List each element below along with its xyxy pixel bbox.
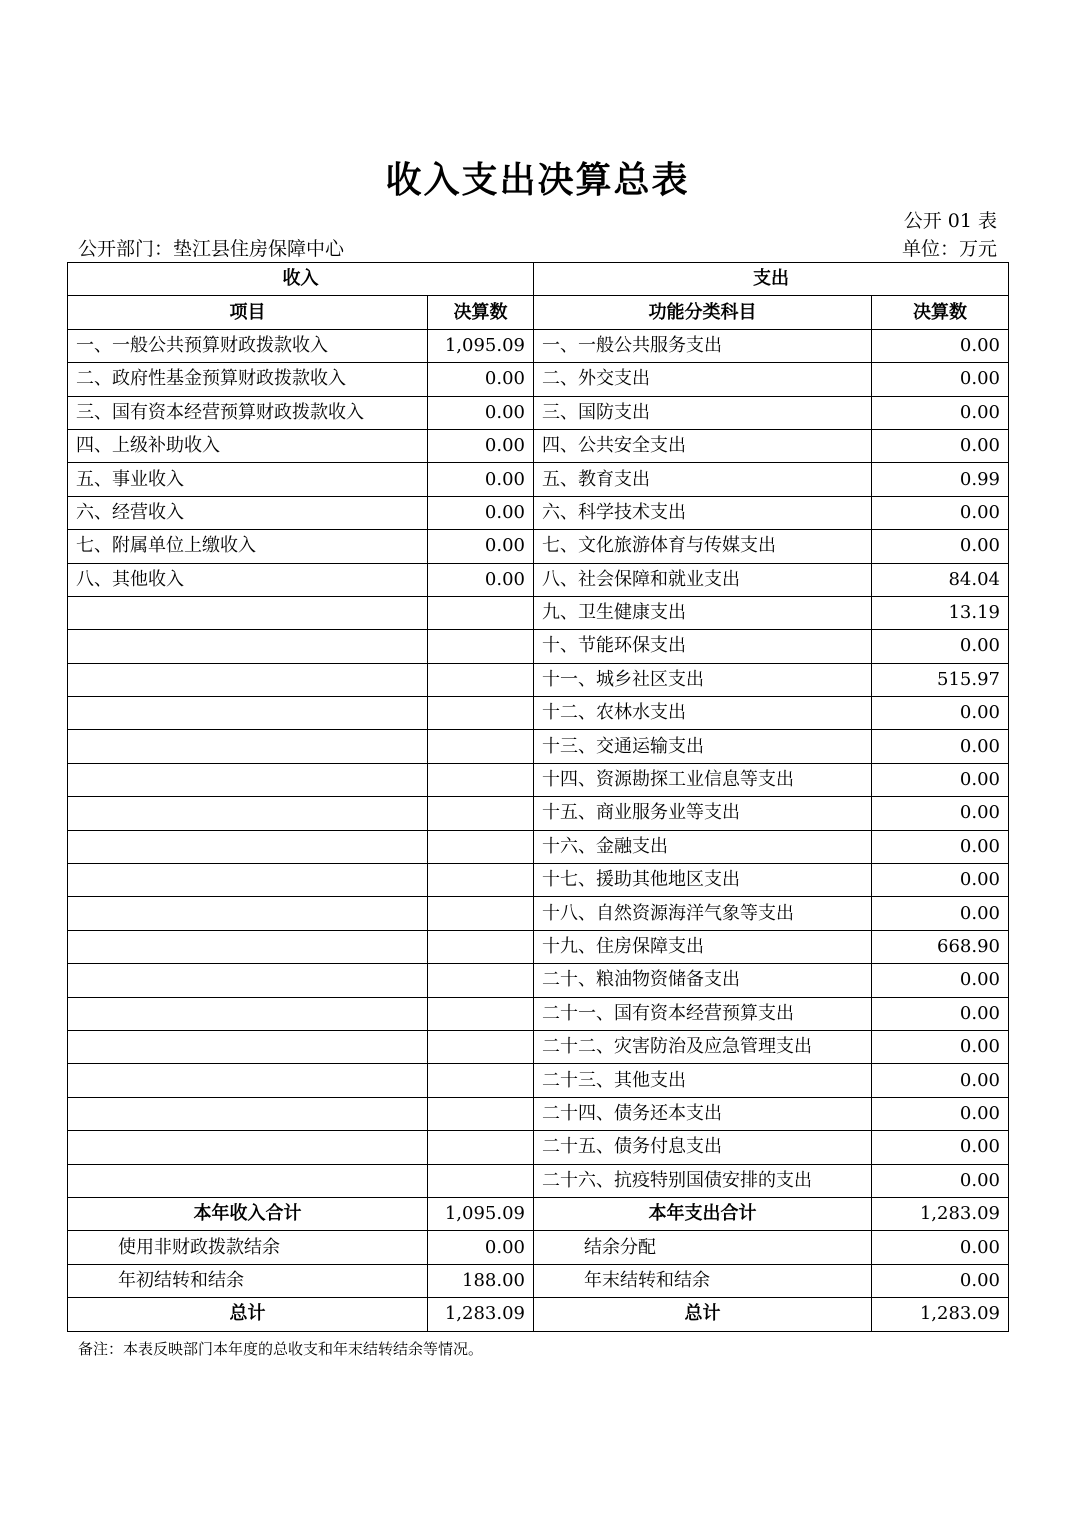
expense-value-cell: 668.90: [872, 930, 1009, 963]
table-row: [68, 930, 1009, 963]
table-row: [68, 563, 1009, 596]
expense-value-cell: 0.00: [872, 530, 1009, 563]
expense-item-cell: 二、外交支出: [534, 363, 872, 396]
form-number: 公开 01 表: [903, 210, 997, 232]
nonfiscal-value: 0.00: [428, 1231, 534, 1264]
table-row: [68, 730, 1009, 763]
expense-value-cell: 0.00: [872, 429, 1009, 462]
income-item-cell: [68, 697, 428, 730]
expense-item-cell: 十、节能环保支出: [534, 630, 872, 663]
begin-balance-value: 188.00: [428, 1264, 534, 1297]
income-value-cell: [428, 1030, 534, 1063]
expense-item-cell: 二十二、灾害防治及应急管理支出: [534, 1030, 872, 1063]
table-row: [68, 964, 1009, 997]
expense-value-cell: 0.00: [872, 1030, 1009, 1063]
expense-value-cell: 0.00: [872, 730, 1009, 763]
income-value-cell: 0.00: [428, 463, 534, 496]
income-item-cell: 六、经营收入: [68, 496, 428, 529]
table-row: [68, 396, 1009, 429]
table-row: [68, 463, 1009, 496]
expense-total-label: 本年支出合计: [534, 1197, 872, 1230]
income-item-cell: [68, 964, 428, 997]
table-row: [68, 864, 1009, 897]
income-item-cell: [68, 1164, 428, 1197]
header-row-2: [68, 296, 1009, 329]
unit-label: 单位：万元: [901, 238, 997, 260]
income-item-cell: 四、上级补助收入: [68, 429, 428, 462]
income-item-cell: 五、事业收入: [68, 463, 428, 496]
nonfiscal-label: 使用非财政拨款结余: [68, 1231, 428, 1264]
table-row: [68, 1064, 1009, 1097]
expense-item-cell: 二十一、国有资本经营预算支出: [534, 997, 872, 1030]
table-row: [68, 830, 1009, 863]
income-item-cell: 三、国有资本经营预算财政拨款收入: [68, 396, 428, 429]
income-value-cell: 1,095.09: [428, 329, 534, 362]
table-body: [68, 263, 1009, 1198]
expense-value-cell: 0.00: [872, 329, 1009, 362]
income-item-cell: 八、其他收入: [68, 563, 428, 596]
carryover-row: [68, 1264, 1009, 1297]
income-value-cell: 0.00: [428, 563, 534, 596]
expense-item-cell: 二十六、抗疫特别国债安排的支出: [534, 1164, 872, 1197]
expense-value-cell: 0.00: [872, 1131, 1009, 1164]
table-row: [68, 763, 1009, 796]
expense-value-cell: 0.99: [872, 463, 1009, 496]
amount-header-2: 决算数: [872, 296, 1009, 329]
end-balance-label: 年末结转和结余: [534, 1264, 872, 1297]
expense-item-cell: 十三、交通运输支出: [534, 730, 872, 763]
expense-item-cell: 六、科学技术支出: [534, 496, 872, 529]
income-value-cell: 0.00: [428, 496, 534, 529]
income-item-cell: [68, 730, 428, 763]
income-value-cell: [428, 1064, 534, 1097]
expense-value-cell: 0.00: [872, 964, 1009, 997]
income-value-cell: [428, 730, 534, 763]
income-item-cell: [68, 997, 428, 1030]
income-item-cell: [68, 1097, 428, 1130]
table-row: [68, 1131, 1009, 1164]
table-row: [68, 897, 1009, 930]
income-total-label: 本年收入合计: [68, 1197, 428, 1230]
expense-header: 支出: [534, 263, 1009, 296]
income-value-cell: [428, 1097, 534, 1130]
income-value-cell: [428, 864, 534, 897]
income-total-value: 1,095.09: [428, 1197, 534, 1230]
distribution-label: 结余分配: [534, 1231, 872, 1264]
income-item-cell: [68, 763, 428, 796]
year-total-row: [68, 1197, 1009, 1230]
table-row: [68, 530, 1009, 563]
nonfiscal-row: [68, 1231, 1009, 1264]
expense-item-cell: 二十四、债务还本支出: [534, 1097, 872, 1130]
page-title: 收入支出决算总表: [385, 160, 690, 201]
table-row: [68, 496, 1009, 529]
grand-expense-value: 1,283.09: [872, 1298, 1009, 1331]
expense-value-cell: 515.97: [872, 663, 1009, 696]
income-value-cell: [428, 930, 534, 963]
expense-value-cell: 0.00: [872, 763, 1009, 796]
summary-body: [68, 1197, 1009, 1331]
income-value-cell: [428, 763, 534, 796]
income-item-cell: [68, 897, 428, 930]
expense-item-cell: 十七、援助其他地区支出: [534, 864, 872, 897]
expense-item-cell: 十一、城乡社区支出: [534, 663, 872, 696]
income-value-cell: [428, 830, 534, 863]
budget-summary-table: [67, 262, 1009, 1332]
expense-value-cell: 0.00: [872, 997, 1009, 1030]
expense-item-cell: 五、教育支出: [534, 463, 872, 496]
expense-item-cell: 二十、粮油物资储备支出: [534, 964, 872, 997]
table-row: [68, 630, 1009, 663]
income-item-cell: [68, 797, 428, 830]
expense-value-cell: 0.00: [872, 396, 1009, 429]
expense-item-cell: 二十五、债务付息支出: [534, 1131, 872, 1164]
amount-header: 决算数: [428, 296, 534, 329]
income-item-cell: 七、附属单位上缴收入: [68, 530, 428, 563]
function-item-header: 功能分类科目: [534, 296, 872, 329]
income-item-cell: 二、政府性基金预算财政拨款收入: [68, 363, 428, 396]
expense-value-cell: 0.00: [872, 630, 1009, 663]
expense-value-cell: 0.00: [872, 797, 1009, 830]
expense-value-cell: 0.00: [872, 1164, 1009, 1197]
expense-value-cell: 0.00: [872, 363, 1009, 396]
income-value-cell: [428, 1164, 534, 1197]
income-item-cell: [68, 930, 428, 963]
expense-value-cell: 0.00: [872, 1097, 1009, 1130]
income-value-cell: [428, 897, 534, 930]
grand-expense-label: 总计: [534, 1298, 872, 1331]
expense-item-cell: 十八、自然资源海洋气象等支出: [534, 897, 872, 930]
expense-value-cell: 0.00: [872, 1064, 1009, 1097]
grand-income-value: 1,283.09: [428, 1298, 534, 1331]
income-value-cell: [428, 596, 534, 629]
table-row: [68, 596, 1009, 629]
income-value-cell: 0.00: [428, 396, 534, 429]
expense-item-cell: 九、卫生健康支出: [534, 596, 872, 629]
table-row: [68, 1164, 1009, 1197]
income-value-cell: [428, 630, 534, 663]
expense-value-cell: 0.00: [872, 496, 1009, 529]
income-item-cell: [68, 1064, 428, 1097]
expense-item-cell: 十五、商业服务业等支出: [534, 797, 872, 830]
table-row: [68, 797, 1009, 830]
income-value-cell: [428, 1131, 534, 1164]
income-item-cell: [68, 830, 428, 863]
header-row-1: [68, 263, 1009, 296]
income-value-cell: [428, 964, 534, 997]
income-value-cell: 0.00: [428, 530, 534, 563]
income-item-cell: 一、一般公共预算财政拨款收入: [68, 329, 428, 362]
footnote: 备注：本表反映部门本年度的总收支和年末结转结余等情况。: [78, 1340, 484, 1358]
expense-item-cell: 七、文化旅游体育与传媒支出: [534, 530, 872, 563]
income-item-cell: [68, 1030, 428, 1063]
begin-balance-label: 年初结转和结余: [68, 1264, 428, 1297]
expense-value-cell: 13.19: [872, 596, 1009, 629]
expense-value-cell: 0.00: [872, 697, 1009, 730]
distribution-value: 0.00: [872, 1231, 1009, 1264]
expense-total-value: 1,283.09: [872, 1197, 1009, 1230]
table-row: [68, 1030, 1009, 1063]
expense-value-cell: 0.00: [872, 830, 1009, 863]
expense-value-cell: 84.04: [872, 563, 1009, 596]
grand-income-label: 总计: [68, 1298, 428, 1331]
grand-total-row: [68, 1298, 1009, 1331]
table-row: [68, 429, 1009, 462]
table-row: [68, 663, 1009, 696]
end-balance-value: 0.00: [872, 1264, 1009, 1297]
table-row: [68, 329, 1009, 362]
expense-item-cell: 二十三、其他支出: [534, 1064, 872, 1097]
table-row: [68, 1097, 1009, 1130]
income-item-cell: [68, 630, 428, 663]
expense-value-cell: 0.00: [872, 897, 1009, 930]
income-item-cell: [68, 864, 428, 897]
income-value-cell: 0.00: [428, 429, 534, 462]
table-row: [68, 997, 1009, 1030]
expense-item-cell: 一、一般公共服务支出: [534, 329, 872, 362]
expense-item-cell: 三、国防支出: [534, 396, 872, 429]
table-row: [68, 697, 1009, 730]
expense-item-cell: 十四、资源勘探工业信息等支出: [534, 763, 872, 796]
expense-item-cell: 十九、住房保障支出: [534, 930, 872, 963]
item-header: 项目: [68, 296, 428, 329]
income-value-cell: [428, 997, 534, 1030]
table-row: [68, 363, 1009, 396]
income-value-cell: [428, 797, 534, 830]
expense-value-cell: 0.00: [872, 864, 1009, 897]
income-header: 收入: [68, 263, 534, 296]
expense-item-cell: 四、公共安全支出: [534, 429, 872, 462]
expense-item-cell: 八、社会保障和就业支出: [534, 563, 872, 596]
income-value-cell: [428, 663, 534, 696]
expense-item-cell: 十六、金融支出: [534, 830, 872, 863]
department-label: 公开部门：垫江县住房保障中心: [78, 238, 345, 260]
income-item-cell: [68, 663, 428, 696]
income-value-cell: [428, 697, 534, 730]
expense-item-cell: 十二、农林水支出: [534, 697, 872, 730]
income-value-cell: 0.00: [428, 363, 534, 396]
income-item-cell: [68, 596, 428, 629]
income-item-cell: [68, 1131, 428, 1164]
